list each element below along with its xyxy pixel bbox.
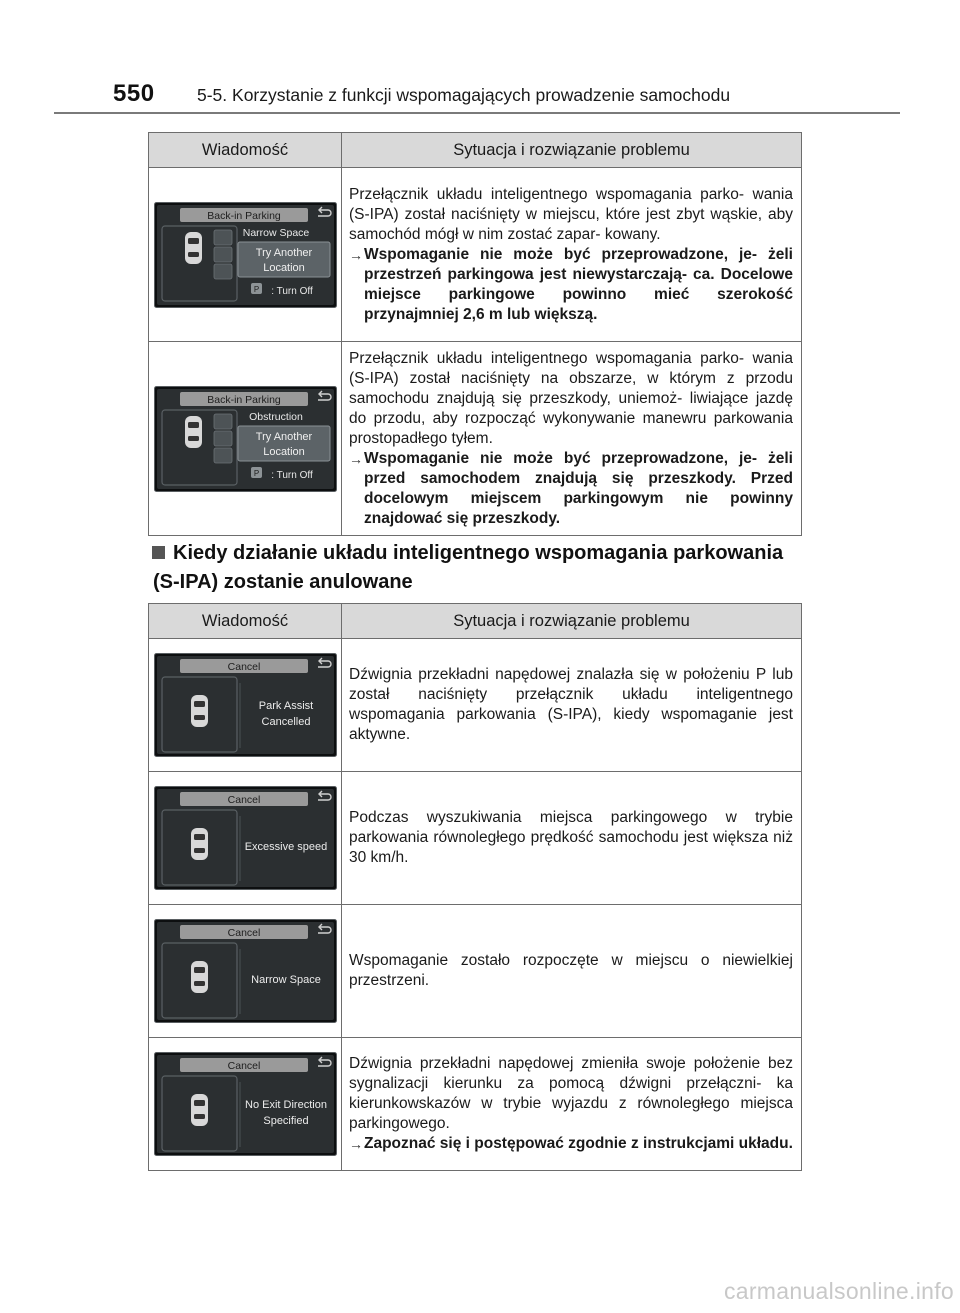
watermark: carmanualsonline.info bbox=[723, 1278, 954, 1304]
bullet-square-icon bbox=[152, 546, 165, 559]
screen-message: Excessive speed bbox=[244, 841, 327, 853]
message-screen-cell bbox=[149, 342, 342, 536]
screen-message-line-2: Cancelled bbox=[261, 716, 310, 728]
screen-message-line-1: Park Assist bbox=[258, 700, 313, 712]
table-row bbox=[149, 639, 802, 772]
solution-note bbox=[349, 449, 793, 529]
situation-description: Wspomaganie zostało rozpoczęte w miejscu o niewielkiej przestrzeni. bbox=[349, 952, 793, 989]
table-row bbox=[149, 905, 802, 1038]
screen-title: Back-in Parking bbox=[206, 209, 281, 222]
situation-description: Podczas wyszukiwania miejsca parkingowego w trybie parkowania równoległego prędkość samochodu jest większa niż 30 km/h. bbox=[349, 809, 793, 866]
solution-note bbox=[349, 245, 793, 325]
solution-text: Zapoznać się i postępować zgodnie z instrukcjami układu. bbox=[364, 1135, 793, 1152]
parking-slots-icon bbox=[214, 230, 232, 279]
column-header-situation: Sytuacja i rozwiązanie problemu bbox=[342, 133, 802, 168]
situation-description: Dźwignia przekładni napędowej zmieniła swoje położenie bez sygnalizacji kierunku za pomocą dźwigni przełączni- ka kierunkowskazów w trybie wyjazdu z równoległego miejsca parkingowego. bbox=[349, 1055, 793, 1132]
message-screen-cell bbox=[149, 168, 342, 342]
car-icon bbox=[191, 1094, 208, 1126]
screen-message: Narrow Space bbox=[242, 226, 309, 239]
message-screen-cell bbox=[149, 1038, 342, 1171]
screen-message: Narrow Space bbox=[250, 974, 321, 986]
car-icon bbox=[185, 232, 202, 264]
table-row bbox=[149, 1038, 802, 1171]
situation-description: Przełącznik układu inteligentnego wspomagania parko- wania (S-IPA) został naciśnięty na obszarze, w którym z przodu samochodu znajdują się przeszkody, uniemoż- liwiające jazdę do przodu, aby rozpocząć wykonywanie manewru parkowania prostopadłego tyłem. bbox=[349, 349, 793, 447]
display-screen-obstruction bbox=[154, 386, 337, 492]
display-screen-no-exit-direction bbox=[154, 1052, 337, 1156]
section-heading bbox=[152, 539, 812, 597]
turn-off-hint: : Turn Off bbox=[270, 285, 313, 297]
situation-cell bbox=[342, 1038, 802, 1171]
screen-title: Back-in Parking bbox=[206, 393, 281, 406]
screen-title: Cancel bbox=[227, 794, 260, 806]
message-table-1 bbox=[148, 132, 802, 536]
car-icon bbox=[191, 961, 208, 993]
column-header-message: Wiadomość bbox=[149, 604, 342, 639]
arrow-right-icon: → bbox=[349, 450, 363, 467]
screen-message-line-1: No Exit Direction bbox=[244, 1099, 327, 1111]
table-row bbox=[149, 168, 802, 342]
situation-cell bbox=[342, 168, 802, 342]
car-icon bbox=[191, 695, 208, 727]
button-label-line-2: Location bbox=[262, 261, 305, 274]
display-screen-park-assist-cancelled bbox=[154, 653, 337, 757]
table-row bbox=[149, 772, 802, 905]
situation-cell bbox=[342, 342, 802, 536]
situation-cell bbox=[342, 772, 802, 905]
display-screen-narrow-space-cancel bbox=[154, 919, 337, 1023]
screen-title: Cancel bbox=[227, 1060, 260, 1072]
turn-off-hint: : Turn Off bbox=[270, 469, 313, 481]
screen-title: Cancel bbox=[227, 927, 260, 939]
section-heading-line-2: (S-IPA) zostanie anulowane bbox=[153, 571, 413, 593]
message-screen-cell bbox=[149, 639, 342, 772]
situation-description: Dźwignia przekładni napędowej znalazła się w położeniu P lub został naciśnięty przełącznik układu inteligentnego wspomagania parkowania (S-IPA), kiedy wspomaganie jest aktywne. bbox=[349, 666, 793, 743]
car-icon bbox=[185, 416, 202, 448]
svg-text:P: P bbox=[253, 468, 259, 478]
arrow-right-icon: → bbox=[349, 1136, 363, 1152]
header-rule bbox=[54, 112, 900, 114]
solution-text: Wspomaganie nie może być przeprowadzone, je- żeli przestrzeń parkingowa jest niewystarczają- ca. Docelowe miejsce parkingowe powinno mieć szerokość przynajmniej 2,6 m lub większą. bbox=[364, 245, 793, 323]
message-screen-cell bbox=[149, 905, 342, 1038]
page-header bbox=[0, 0, 960, 120]
solution-note bbox=[349, 1134, 793, 1154]
button-label-line-1: Try Another bbox=[255, 430, 312, 443]
chapter-title: 5-5. Korzystanie z funkcji wspomagających prowadzenie samochodu bbox=[197, 85, 731, 105]
button-label-line-2: Location bbox=[262, 445, 305, 458]
column-header-situation: Sytuacja i rozwiązanie problemu bbox=[342, 604, 802, 639]
car-icon bbox=[191, 828, 208, 860]
situation-description: Przełącznik układu inteligentnego wspomagania parko- wania (S-IPA) został naciśnięty w miejscu, które jest zbyt wąskie, aby samochód mógł w nim zostać zapar- kowany. bbox=[349, 185, 793, 243]
situation-cell bbox=[342, 639, 802, 772]
page-number: 550 bbox=[113, 80, 155, 107]
message-screen-cell bbox=[149, 772, 342, 905]
display-screen-excessive-speed bbox=[154, 786, 337, 890]
display-screen-narrow-space bbox=[154, 202, 337, 308]
svg-text:P: P bbox=[253, 284, 259, 294]
table-row bbox=[149, 342, 802, 536]
column-header-message: Wiadomość bbox=[149, 133, 342, 168]
solution-text: Wspomaganie nie może być przeprowadzone, je- żeli przed samochodem znajdują się przeszkody. Przed docelowym miejscem parkingowym nie powinny znajdować się przeszkody. bbox=[364, 449, 793, 527]
screen-message: Obstruction bbox=[248, 410, 303, 423]
button-label-line-1: Try Another bbox=[255, 246, 312, 259]
screen-message-line-2: Specified bbox=[262, 1115, 309, 1127]
parking-slots-icon bbox=[214, 414, 232, 463]
section-heading-line-1: Kiedy działanie układu inteligentnego wspomagania parkowania bbox=[173, 542, 784, 564]
message-table-2 bbox=[148, 603, 802, 1171]
situation-cell bbox=[342, 905, 802, 1038]
screen-title: Cancel bbox=[227, 661, 260, 673]
arrow-right-icon: → bbox=[349, 246, 363, 263]
